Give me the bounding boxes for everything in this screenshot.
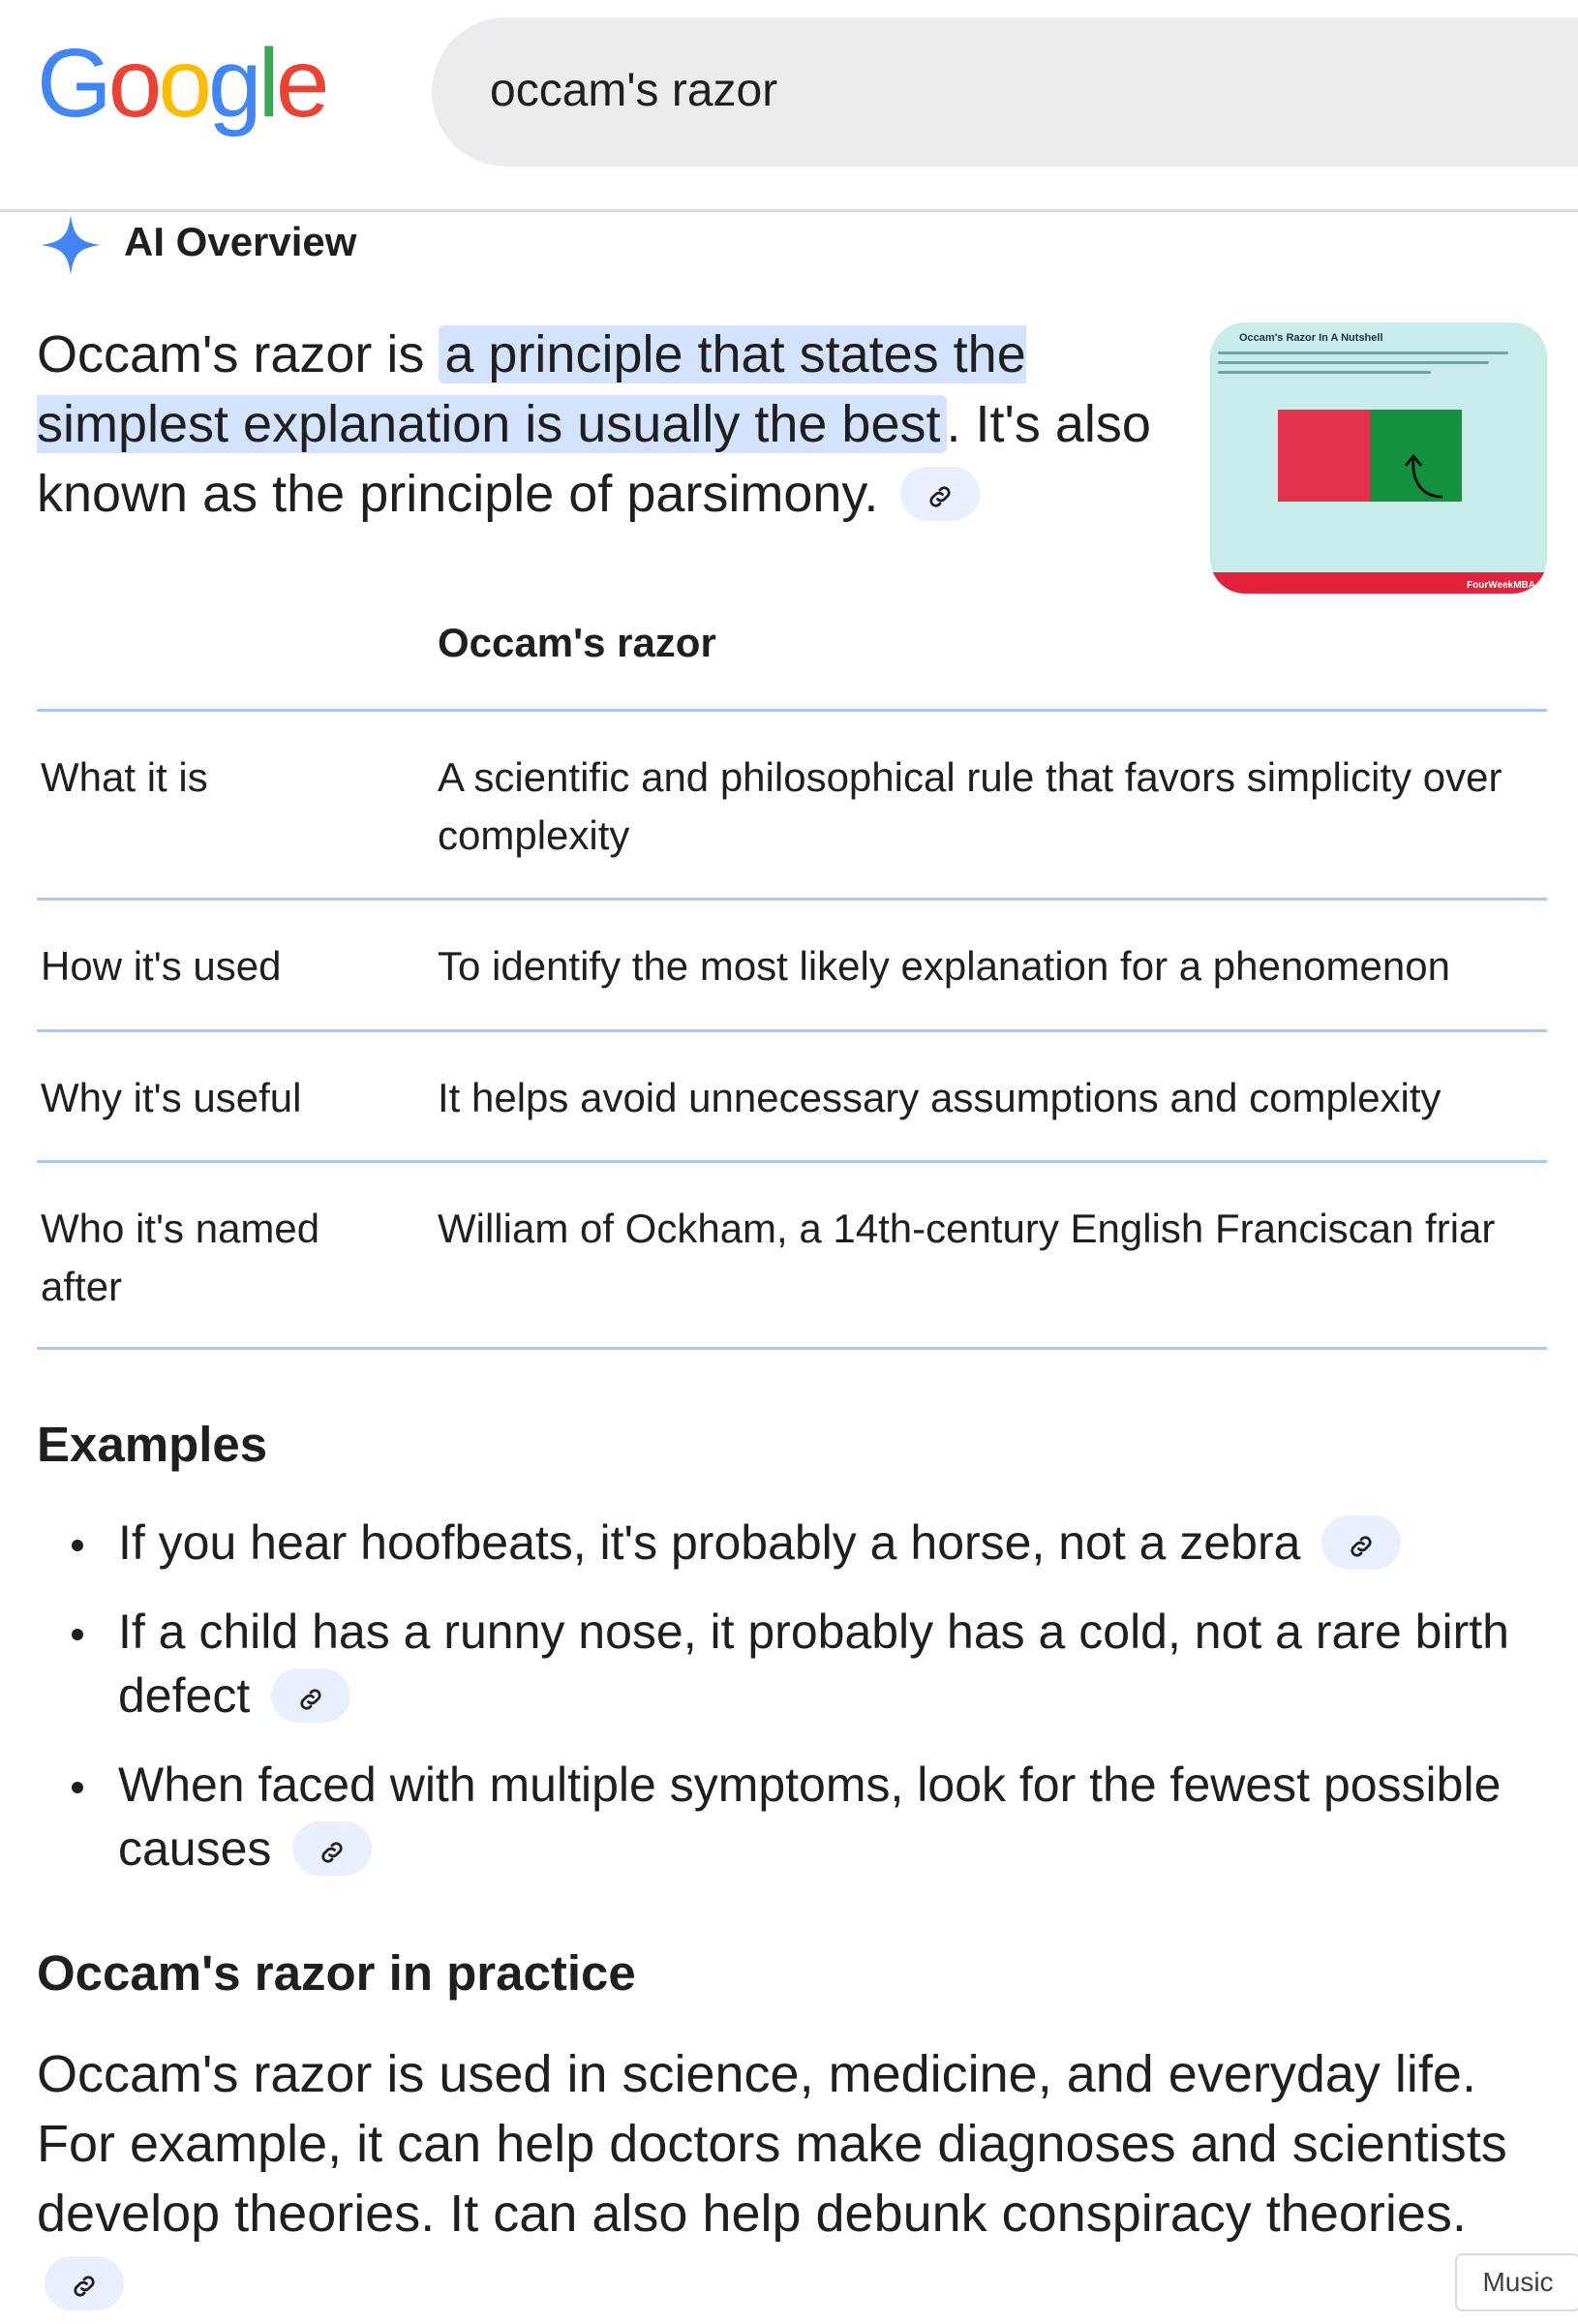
overview-thumbnail-image[interactable] (1210, 322, 1547, 594)
table-row-value: To identify the most likely explanation for a phenomenon (438, 943, 1450, 989)
summary-text-end: . It's also known as the principle of parsimony. (37, 395, 1151, 523)
source-link-button[interactable] (900, 467, 980, 521)
source-link-button[interactable] (1321, 1515, 1401, 1570)
table-row-key: Why it's useful (41, 1075, 302, 1120)
table-row-key: What it is (41, 754, 208, 800)
list-item (37, 1511, 1547, 1575)
search-header (0, 0, 1578, 212)
examples-heading: Examples (37, 1417, 268, 1472)
example-text: If a child has a runny nose, it probably has a cold, not a rare birth defect (118, 1605, 1509, 1723)
table-row (37, 1029, 1547, 1160)
source-link-button[interactable] (271, 1668, 350, 1723)
thumbnail-text-line (1218, 352, 1508, 354)
link-icon (926, 482, 955, 511)
table-row-value: A scientific and philosophical rule that favors simplicity over complexity (438, 754, 1502, 858)
examples-list (37, 1511, 1547, 1906)
link-icon (296, 1685, 325, 1714)
search-query-text: occam's razor (490, 65, 778, 116)
music-button[interactable]: Music (1455, 2253, 1578, 2311)
table-row-key: How it's used (41, 943, 282, 989)
list-item (37, 1600, 1547, 1728)
thumbnail-brand: FourWeekMBA (1467, 580, 1535, 591)
practice-heading: Occam's razor in practice (37, 1945, 636, 2001)
thumbnail-red-block (1278, 410, 1370, 502)
table-row (37, 1160, 1547, 1347)
list-item (37, 1753, 1547, 1881)
link-icon (1347, 1532, 1376, 1561)
thumbnail-title: Occam's Razor In A Nutshell (1239, 332, 1383, 344)
source-link-button[interactable] (292, 1821, 372, 1876)
sparkle-icon (39, 213, 103, 277)
practice-text: Occam's razor is used in science, medicine, and everyday life. For example, it can help doctors make diagnoses and scientists develop theories. It can also help debunk conspiracy theories. (37, 2045, 1507, 2243)
summary-text-start: Occam's razor is (37, 325, 440, 383)
google-logo[interactable]: Google (37, 29, 326, 138)
table-row-value: William of Ockham, a 14th-century English Franciscan friar (438, 1206, 1496, 1251)
thumbnail-text-line (1218, 361, 1489, 364)
link-icon (318, 1838, 347, 1867)
table-row-value: It helps avoid unnecessary assumptions and complexity (438, 1075, 1441, 1120)
ai-overview-label: AI Overview (124, 219, 357, 264)
example-text: When faced with multiple symptoms, look for the fewest possible causes (118, 1758, 1502, 1876)
ai-overview-summary (37, 320, 1199, 529)
summary-highlight: a principle that states the simplest explanation is usually the best (37, 325, 1026, 453)
table-row (37, 709, 1547, 898)
search-input[interactable] (432, 17, 1578, 167)
table-row (37, 898, 1547, 1029)
source-link-button[interactable] (45, 2256, 124, 2310)
table-bottom-divider (37, 1347, 1547, 1350)
example-text: If you hear hoofbeats, it's probably a horse, not a zebra (118, 1515, 1301, 1570)
thumbnail-arrow-icon (1394, 448, 1452, 506)
thumbnail-text-line (1218, 371, 1431, 374)
table-row-key: Who it's named after (41, 1206, 320, 1309)
link-icon (70, 2272, 99, 2301)
practice-paragraph (37, 2039, 1547, 2318)
table-column-header: Occam's razor (438, 620, 716, 665)
